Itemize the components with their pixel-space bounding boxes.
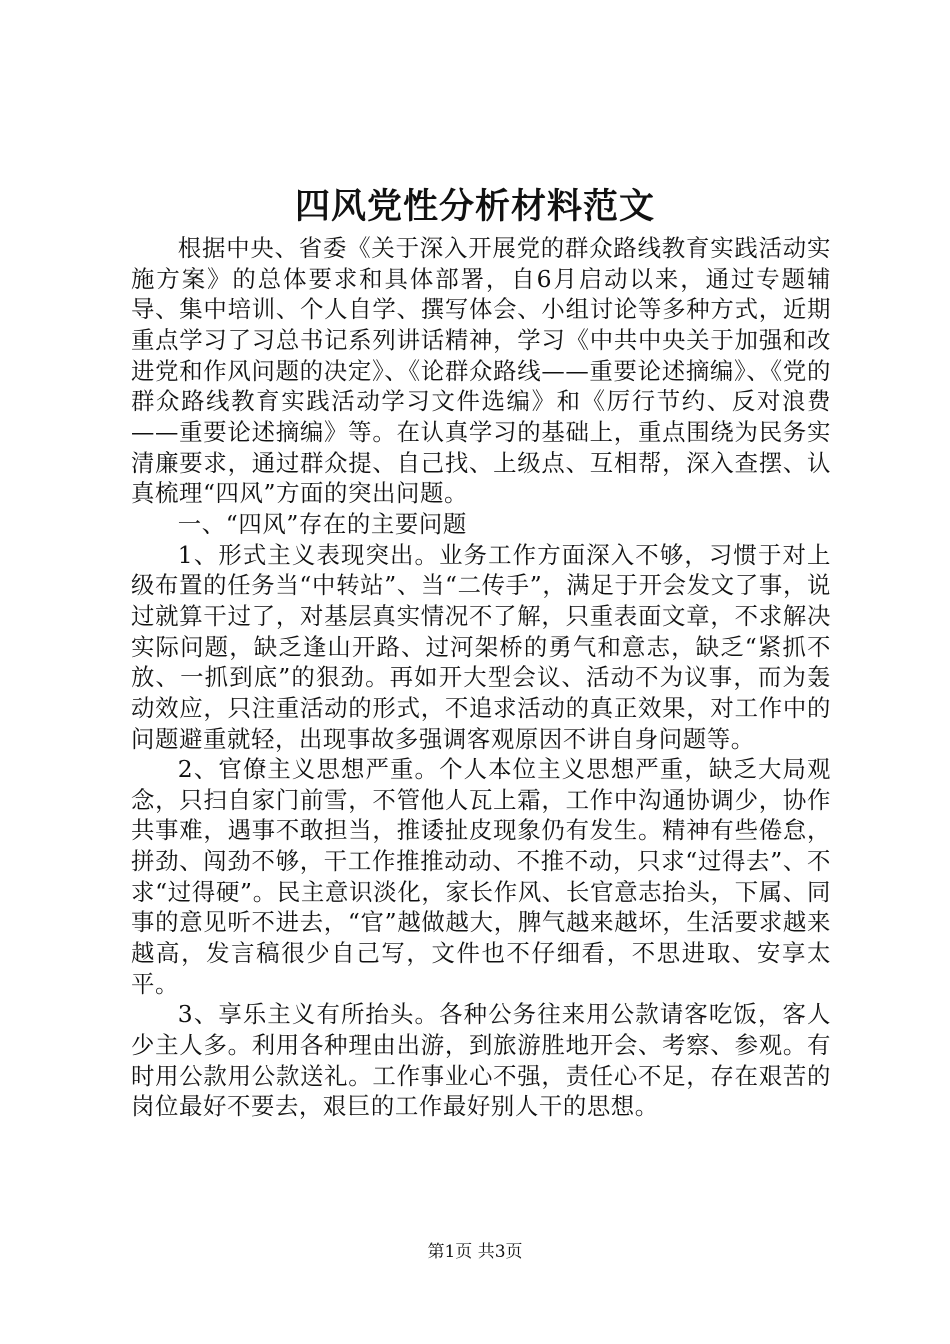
document-body [131,233,831,1122]
document-title: 四风党性分析材料范文 [294,186,655,227]
paragraph-bureaucratism: 2、官僚主义思想严重。个人本位主义思想严重，缺乏大局观念，只扫自家门前雪，不管他人瓦上霜，工作中沟通协调少，协作共事难，遇事不敢担当，推诿扯皮现象仍有发生。精神有些倦怠，拼劲、闯劲不够，干工作推推动动、不推不动，只求“过得去”、不求“过得硬”。民主意识淡化，家长作风、长官意志抬头，下属、同事的意见听不进去，“官”越做越大，脾气越来越坏，生活要求越来越高，发言稿很少自己写，文件也不仔细看，不思进取、安享太平。 [131,755,831,998]
paragraph-hedonism: 3、享乐主义有所抬头。各种公务往来用公款请客吃饭，客人少主人多。利用各种理由出游，到旅游胜地开会、考察、参观。有时用公款用公款送礼。工作事业心不强，责任心不足，存在艰苦的岗位最好不要去，艰巨的工作最好别人干的思想。 [131,1000,831,1121]
paragraph-formalism: 1、形式主义表现突出。业务工作方面深入不够，习惯于对上级布置的任务当“中转站”、当“二传手”，满足于开会发文了事，说过就算干过了，对基层真实情况不了解，只重表面文章，不求解决实际问题，缺乏逢山开路、过河架桥的勇气和意志，缺乏“紧抓不放、一抓到底”的狠劲。再如开大型会议、活动不为议事，而为轰动效应，只注重活动的形式，不追求活动的真正效果，对工作中的问题避重就轻，出现事故多强调客观原因不讲自身问题等。 [131,540,831,753]
section-heading: 一、“四风”存在的主要问题 [177,509,467,538]
paragraph-intro: 根据中央、省委《关于深入开展党的群众路线教育实践活动实施方案》的总体要求和具体部署，自6月启动以来，通过专题辅导、集中培训、个人自学、撰写体会、小组讨论等多种方式，近期重点学习了习总书记系列讲话精神，学习《中共中央关于加强和改进党和作风问题的决定》、《论群众路线——重要论述摘编》、《党的群众路线教育实践活动学习文件选编》和《厉行节约、反对浪费——重要论述摘编》等。在认真学习的基础上，重点围绕为民务实清廉要求，通过群众提、自己找、上级点、互相帮，深入查摆、认真梳理“四风”方面的突出问题。 [131,234,831,508]
page-footer: 第1页 共3页 [427,1242,523,1262]
